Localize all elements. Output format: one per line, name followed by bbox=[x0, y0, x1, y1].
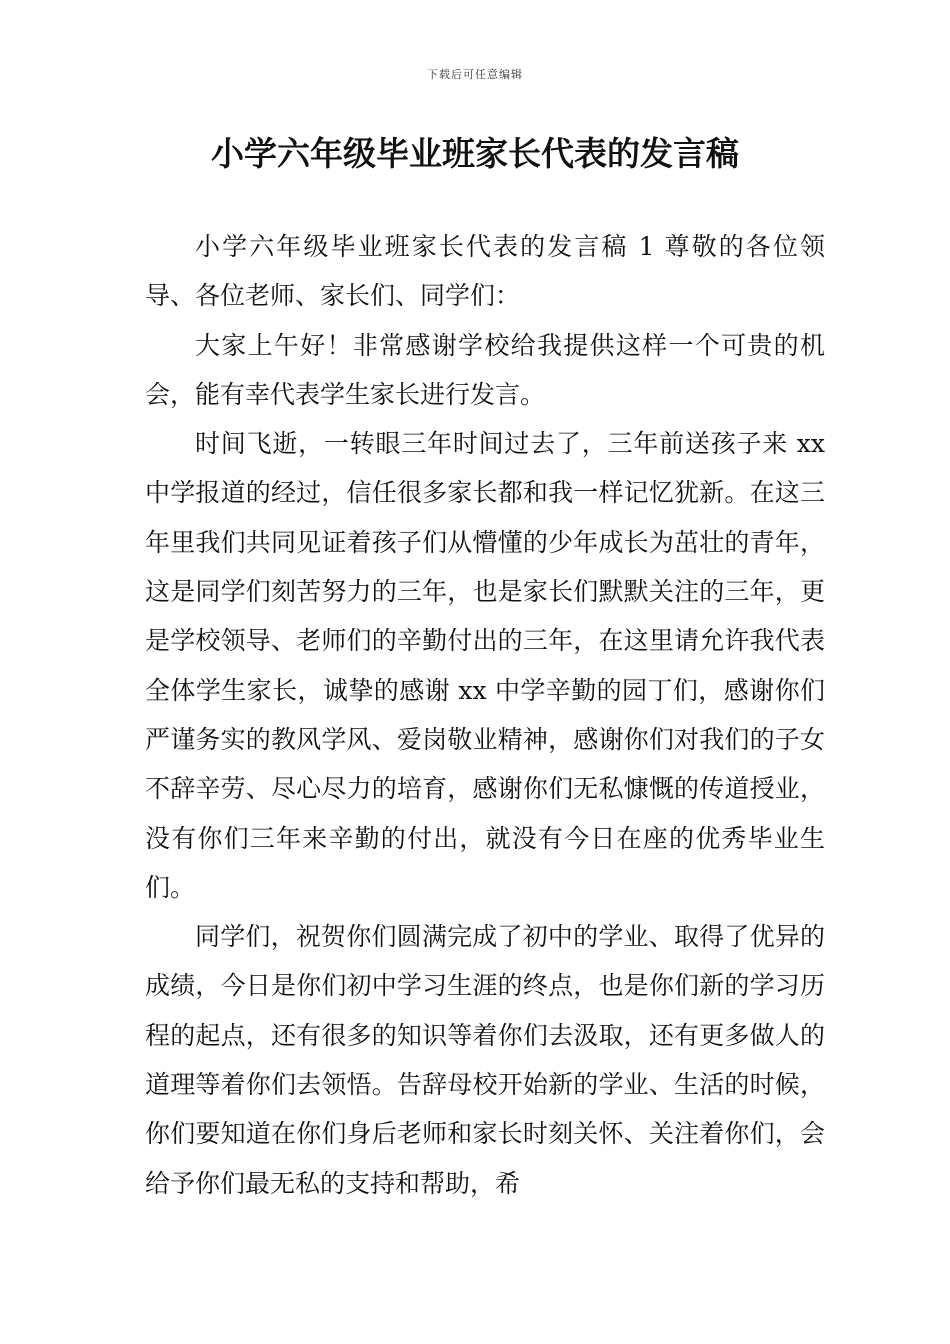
paragraph-salutation: 小学六年级毕业班家长代表的发言稿 1 尊敬的各位领导、各位老师、家长们、同学们： bbox=[145, 232, 825, 311]
document-body bbox=[145, 222, 825, 1208]
paragraph-congratulations: 同学们，祝贺你们圆满完成了初中的学业、取得了优异的成绩，今日是你们初中学习生涯的终点，也是你们新的学习历程的起点，还有很多的知识等着你们去汲取，还有更多做人的道理等着你们去领悟。告辞母校开始新的学业、生活的时候，你们要知道在你们身后老师和家长时刻关怀、关注着你们，会给予你们最无私的支持和帮助，希 bbox=[145, 922, 825, 1198]
header-note: 下载后可任意编辑 bbox=[427, 68, 523, 81]
paragraph-greeting: 大家上午好！非常感谢学校给我提供这样一个可贵的机会，能有幸代表学生家长进行发言。 bbox=[145, 330, 825, 409]
paragraph-gratitude: 时间飞逝，一转眼三年时间过去了，三年前送孩子来 xx 中学报道的经过，信任很多家长都和我一样记忆犹新。在这三年里我们共同见证着孩子们从懵懂的少年成长为茁壮的青年，这是同学们刻苦努力的三年，也是家长们默默关注的三年，更是学校领导、老师们的辛勤付出的三年，在这里请允许我代表全体学生家长，诚挚的感谢 xx 中学辛勤的园丁们，感谢你们严谨务实的教风学风、爱岗敬业精神，感谢你们对我们的子女不辞辛劳、尽心尽力的培育，感谢你们无私慷慨的传道授业，没有你们三年来辛勤的付出，就没有今日在座的优秀毕业生们。 bbox=[145, 429, 825, 902]
document-title: 小学六年级毕业班家长代表的发言稿 bbox=[211, 134, 739, 173]
